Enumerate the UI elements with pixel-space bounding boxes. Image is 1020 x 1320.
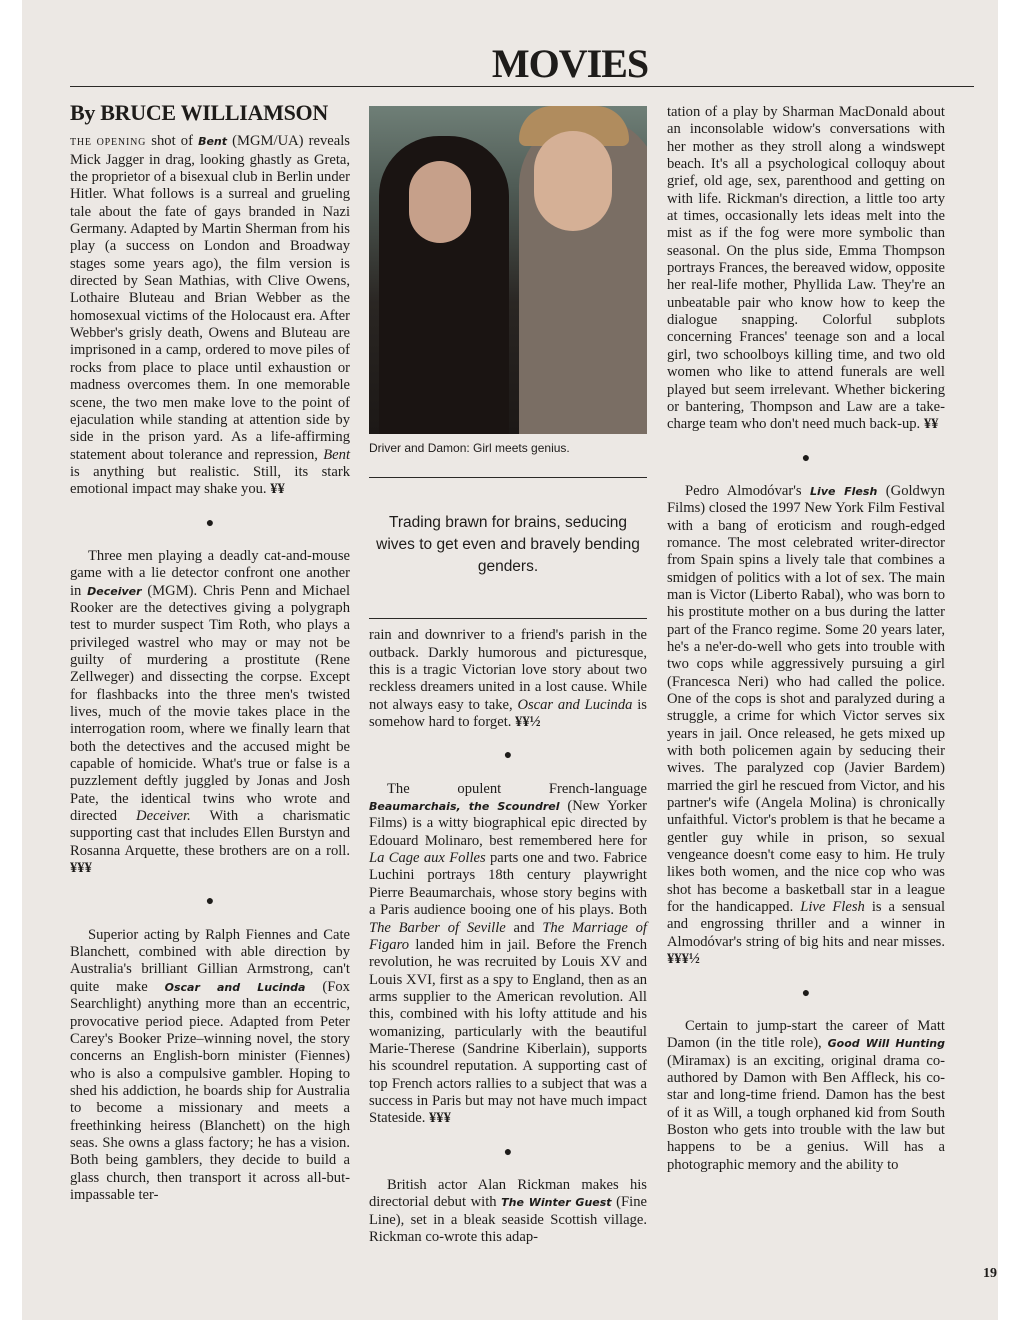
review-good-will-hunting: Certain to jump-start the career of Matt Damon (in the title role), Good Will Hunting (Miramax) is an exciting, original drama co-authored by Damon with Ben Affleck, his co-star and long-time friend. Damon has the best of it as Will, a tough orphaned kid from South Boston who gets into trouble with the law but happens to be a genius. Will has a photographic memory and the ability to — [667, 1017, 945, 1173]
column-3 — [667, 104, 945, 1174]
review-live-flesh: Pedro Almodóvar's Live Flesh (Goldwyn Films) closed the 1997 New York Film Festival with a bang of eroticism and rough-edged romance. The most celebrated writer-director from Spain spins a lively tale that combines a smidgen of politics with a lot of sex. The main man is Victor (Liberto Rabal), who was born to his prostitute mother on a bus during the latter part of the Franco regime. Some 20 years later, he's a ne'er-do-well who gets into trouble with two cops while aggressively pursuing a girl (Francesca Neri) who had called the police. One of the cops is shot and paralyzed during a struggle, a crime for which Victor serves six years in jail. Once released, he gets mixed up with both policemen again by seducing their wives. The paralyzed cop (Javier Bardem) married the girl he rescued from Victor, and his partner's wife (Angela Molina) is chronically unfaithful. Victor's problem is that he became a gentler guy while in prison, so sexual vengeance doesn't come easy to him. He truly likes both women, and the nice cop who was shot has become a basketball star in a league for the handicapped. Live Flesh is a sensual and engrossing thriller and a winner in Almodóvar's string of big hits and near misses. ¥¥¥½ — [667, 482, 945, 968]
film-title: Bent — [198, 135, 228, 149]
rating: ¥¥ — [923, 416, 939, 433]
pull-quote: Trading brawn for brains, seducing wives to get even and bravely bending genders. — [376, 514, 640, 576]
magazine-page — [22, 0, 998, 1320]
section-separator: ● — [801, 450, 811, 466]
section-separator: ● — [801, 985, 811, 1001]
rating: ¥¥¥ — [429, 1110, 451, 1127]
section-separator: ● — [205, 894, 215, 910]
review-winter-guest-cont: tation of a play by Sharman MacDonald about an inconsolable widow's conversations with her mother as they stroll along a windswept beach. It's all a psychological colloquy about grief, old age, sex, parenthood and getting on with life. Rickman's direction, a little too arty at times, occasionally lets ideas melt into the mist as if the fog were more symbolic than seasonal. On the plus side, Emma Thompson portrays Frances, the bereaved widow, opposite her real-life mother, Phyllida Law. They're an unbeatable pair who know how to keep the dialogue snapping. Colorful subplots concerning Frances' teenage son and a local girl, two schoolboys killing time, and two old women who like to attend funerals are well played but seem irrelevant. Whether bickering or bantering, Thompson and Law are a take-charge team who don't need much back-up. ¥¥ — [667, 104, 945, 433]
rating: ¥¥¥½ — [667, 951, 700, 968]
section-title: MOVIES — [491, 41, 649, 86]
section-separator: ● — [205, 515, 215, 531]
film-title: Good Will Hunting — [827, 1037, 945, 1051]
photo-caption: Driver and Damon: Girl meets genius. — [369, 441, 570, 455]
film-title: Live Flesh — [810, 484, 878, 498]
review-winter-guest: British actor Alan Rickman makes his directorial debut with The Winter Guest (Fine Line), set in a bleak seaside Scottish village. Rickman co-wrote this adap- — [369, 1176, 647, 1245]
byline: By BRUCE WILLIAMSON — [70, 100, 328, 125]
section-separator: ● — [503, 748, 513, 764]
column-2 — [369, 100, 647, 1246]
header-rule — [70, 86, 974, 87]
film-title: Oscar and Lucinda — [164, 980, 306, 994]
film-title: Deceiver — [87, 584, 142, 598]
rating: ¥¥½ — [515, 714, 541, 731]
column-1 — [70, 100, 350, 1204]
review-oscar-and-lucinda: Superior acting by Ralph Fiennes and Cate Blanchett, combined with able direction by Australia's brilliant Gillian Armstrong, can't quite make Oscar and Lucinda (Fox Searchlight) anything more than an eccentric, provocative period piece. Adapted from Peter Carey's Booker Prize–winning novel, the story concerns an English-born minister (Fiennes) who is also a compulsive gambler. Hoping to shed his addiction, he boards ship for Australia to become a missionary and meets a freethinking heiress (Blanchett) on the high seas. She owns a glass factory; he has a vision. Both being gamblers, they decide to build a glass church, then transport it across all-but-impassable ter- — [70, 926, 350, 1203]
review-beaumarchais: The opulent French-language Beaumarchais, the Scoundrel (New Yorker Films) is a witty biographical epic directed by Edouard Molinaro, best remembered here for La Cage aux Folles parts one and two. Fabrice Luchini portrays 18th century playwright Pierre Beaumarchais, whose story begins with a Paris audience booing one of his plays. Both The Barber of Seville and The Marriage of Figaro landed him in jail. Before the French revolution, he was recruited by Louis XV and Louis XVI, first as a spy to England, then as an arms supplier to the American revolution. All this, combined with his lofty attitude and his womanizing, particularly with the beautiful Marie-Therese (Sandrine Kiberlain), supports his scoundrel reputation. A supporting cast of top French actors rallies to a subject that was a success in Paris but may not have much impact Stateside. ¥¥¥ — [369, 780, 647, 1127]
page-number: 19 — [983, 1266, 997, 1281]
rating: ¥¥¥ — [70, 860, 92, 877]
review-oscar-and-lucinda-cont: rain and downriver to a friend's parish in the outback. Darkly humorous and picturesque, this is a tragic Victorian love story about two reckless dreamers united in a lost cause. While not always easy to take, Oscar and Lucinda is somehow hard to forget. ¥¥½ — [369, 627, 647, 731]
section-separator: ● — [503, 1144, 513, 1160]
film-title: Beaumarchais, the Scoundrel — [369, 800, 560, 814]
lead-in: THE OPENING — [70, 137, 147, 149]
film-title: The Winter Guest — [501, 1196, 612, 1210]
review-deceiver: Three men playing a deadly cat-and-mouse game with a lie detector confront one another in Deceiver (MGM). Chris Penn and Michael Rooker are the detectives giving a polygraph test to murder suspect Tim Roth, who plays a privileged wastrel who may or may not be guilty of murdering a prostitute (Rene Zellweger) and dissecting the corpse. Except for flashbacks into the three men's twisted lives, much of the movie takes place in the interrogation room, where we finally learn that both the detectives and the accused might be capable of homicide. What's true or false is a puzzlement deftly juggled by Jonas and Josh Pate, the identical twins who wrote and directed Deceiver. With a charismatic supporting cast that includes Ellen Burstyn and Rosanna Arquette, these brothers are on a roll. ¥¥¥ — [70, 547, 350, 877]
film-still-photo — [369, 106, 647, 434]
pull-quote-rule — [369, 618, 647, 619]
rating: ¥¥ — [270, 481, 285, 498]
review-bent: THE OPENING shot of Bent (MGM/UA) reveals Mick Jagger in drag, looking ghastly as Greta, the proprietor of a bisexual club in Berlin under Hitler. What follows is a surreal and grueling tale about the fate of gays branded in Nazi Germany. Adapted by Martin Sherman from his play (a success on London and Broadway stages some years ago), the film version is directed by Sean Mathias, with Clive Owens, Lothaire Bluteau and Brian Webber as the homosexual victims of the Holocaust era. After Webber's grisly death, Owens and Bluteau are imprisoned in a camp, ordered to move piles of rocks from place to place until exhaustion or madness overcomes them. In one memorable scene, the two men make love to the point of ejaculation while standing at attention side by side in the prison yard. As a life-affirming statement about tolerance and repression, Bent is anything but realistic. Still, its stark emotional impact may shake you. ¥¥ — [70, 133, 350, 498]
